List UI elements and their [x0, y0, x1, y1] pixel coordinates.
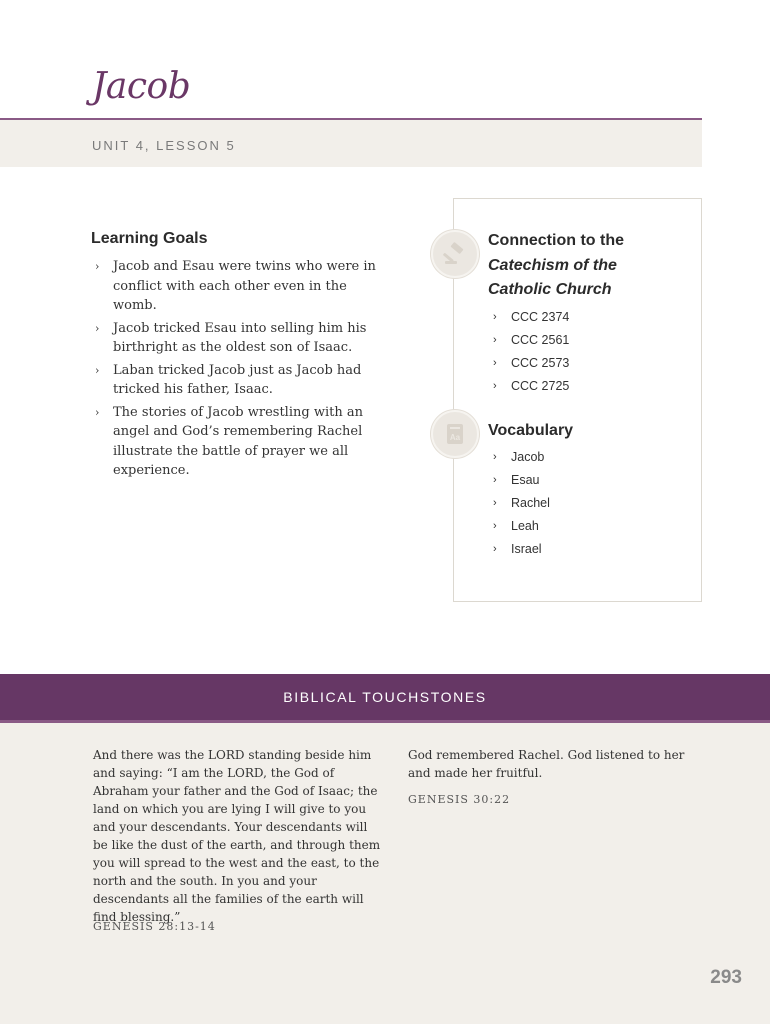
list-item: › Jacob tricked Esau into selling him his birthright as the oldest son of Isaac.: [95, 320, 367, 355]
chevron-right-icon: ›: [493, 520, 497, 532]
chevron-right-icon: ›: [493, 380, 497, 392]
gavel-icon: [431, 230, 479, 278]
list-item: › Rachel: [493, 496, 550, 510]
chevron-right-icon: ›: [493, 474, 497, 486]
chevron-right-icon: ›: [493, 311, 497, 323]
list-item: › The stories of Jacob wrestling with an angel and God’s remembering Rachel illustrate the battle of prayer we all experience.: [95, 404, 363, 478]
list-item: › Leah: [493, 519, 539, 533]
chevron-right-icon: ›: [95, 405, 100, 419]
list-item: › Esau: [493, 473, 540, 487]
list-item: › Jacob: [493, 450, 545, 464]
scripture-reference: GENESIS 30:22: [408, 793, 511, 806]
page-title: Jacob: [92, 66, 191, 107]
catechism-list: [490, 309, 569, 401]
vocabulary-heading: Vocabulary: [488, 422, 574, 439]
list-item: › CCC 2573: [493, 356, 570, 370]
list-item: › Israel: [493, 542, 542, 556]
chevron-right-icon: ›: [493, 543, 497, 555]
list-item: › CCC 2725: [493, 379, 570, 393]
scripture-reference: GENESIS 28:13-14: [93, 920, 216, 933]
dictionary-icon: [431, 410, 479, 458]
chevron-right-icon: ›: [493, 451, 497, 463]
list-item: › Laban tricked Jacob just as Jacob had tricked his father, Isaac.: [95, 362, 362, 397]
chevron-right-icon: ›: [493, 357, 497, 369]
list-item: › Jacob and Esau were twins who were in conflict with each other even in the womb.: [95, 259, 376, 313]
scripture-quote: God remembered Rachel. God listened to her and made her fruitful.: [408, 748, 685, 780]
list-item: › CCC 2561: [493, 333, 570, 347]
chevron-right-icon: ›: [493, 334, 497, 346]
chevron-right-icon: ›: [95, 321, 100, 335]
learning-goals-list: [92, 257, 392, 484]
svg-text:Aa: Aa: [449, 433, 461, 442]
scripture-quote: And there was the LORD standing beside him and saying: “I am the LORD, the God of Abraham your father and the God of Isaac; the land on which you are lying I will give to you and your descendants. Your descendants will be like the dust of the earth, and through them you will spread to the west and the east, to the north and the south. In you and your descendants all the families of the earth will find blessing.”: [93, 748, 381, 924]
list-item: › CCC 2374: [493, 310, 570, 324]
learning-goals-heading: Learning Goals: [91, 230, 208, 247]
page-number: 293: [710, 967, 742, 988]
unit-lesson-label: UNIT 4, LESSON 5: [92, 138, 236, 153]
chevron-right-icon: ›: [95, 260, 100, 273]
catechism-heading: Connection to the Catechism of the Catholic Church: [488, 232, 624, 298]
chevron-right-icon: ›: [493, 497, 497, 509]
vocabulary-list: [490, 449, 550, 564]
chevron-right-icon: ›: [95, 363, 100, 377]
touchstones-title: BIBLICAL TOUCHSTONES: [283, 689, 487, 705]
